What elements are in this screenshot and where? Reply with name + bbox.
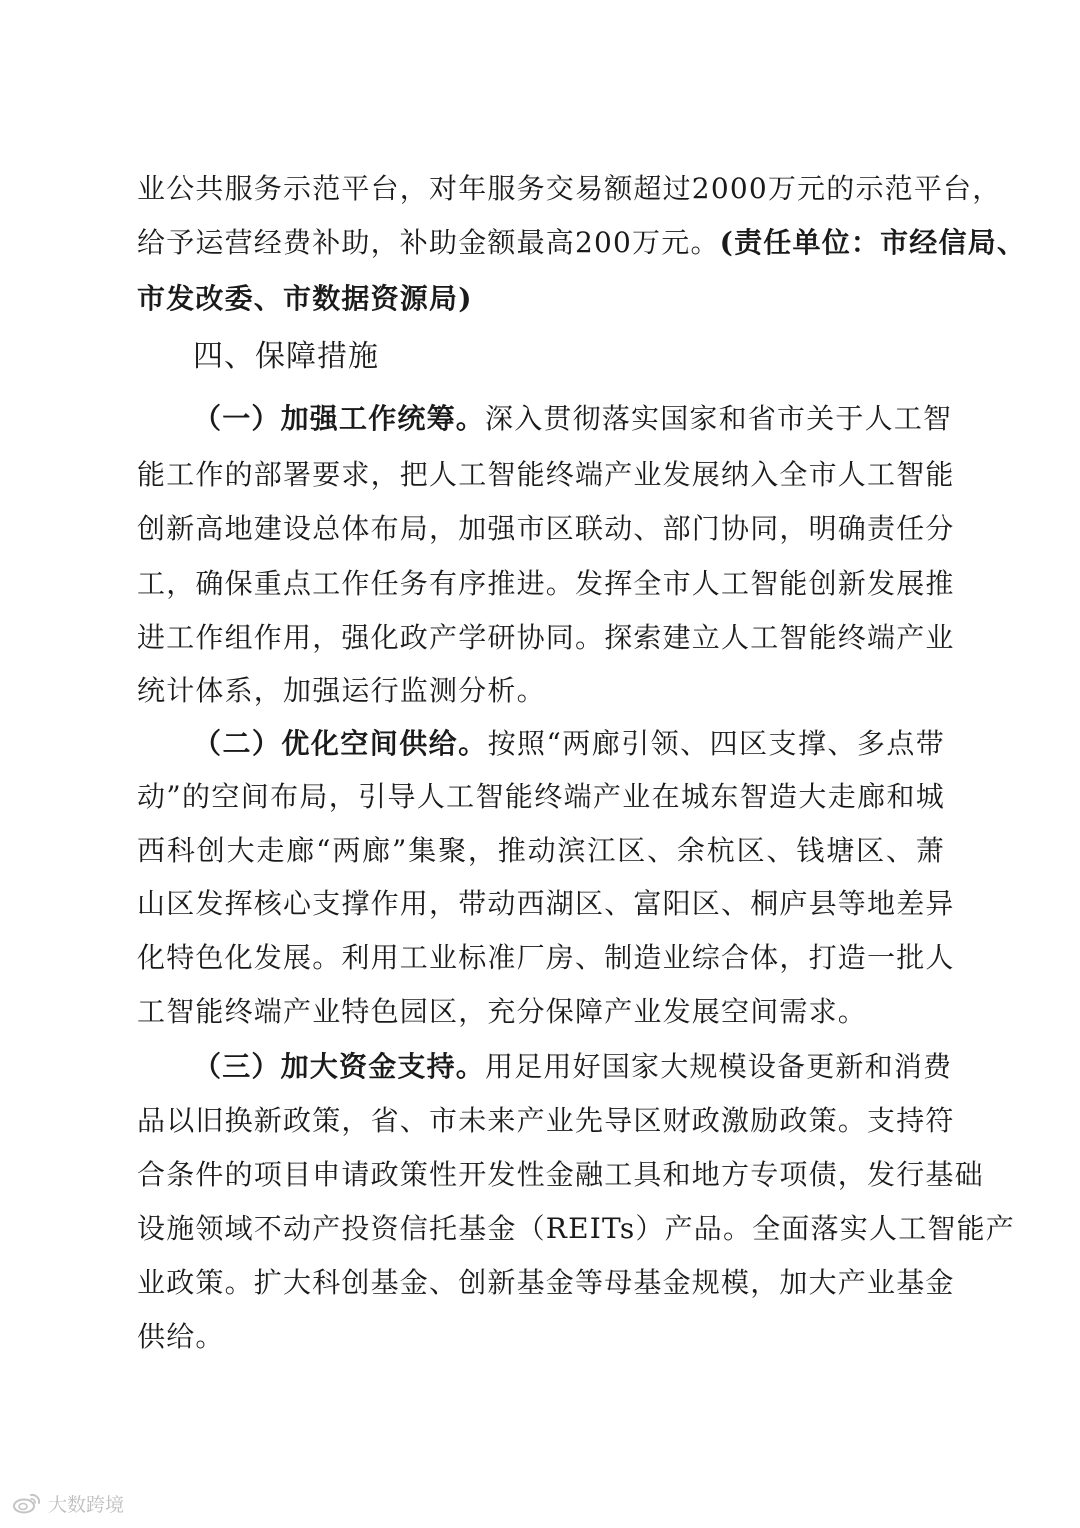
text-segment: 用足用好国家大规模设备更新和消费 [485,1050,953,1083]
text-line [193,402,953,436]
text-line: 供给。 [137,1320,225,1353]
subsection-title: （二）优化空间供给。 [193,727,488,760]
responsible-unit-label: (责任单位：市经信局、 [719,226,1027,259]
text-line: 市发改委、市数据资源局) [137,282,473,315]
weibo-logo-icon [12,1492,42,1514]
text-line: 山区发挥核心支撑作用，带动西湖区、富阳区、桐庐县等地差异 [137,887,955,920]
text-line: 设施领域不动产投资信托基金（REITs）产品。全面落实人工智能产 [137,1212,1015,1245]
text-segment: 按照“两廊引领、四区支撑、多点带 [487,727,945,760]
text-line: 创新高地建设总体布局，加强市区联动、部门协同，明确责任分 [137,512,955,545]
text-line [193,727,945,761]
text-line: 工，确保重点工作任务有序推进。发挥全市人工智能创新发展推 [137,567,955,600]
watermark-text: 大数跨境 [48,1493,125,1516]
text-line: 统计体系，加强运行监测分析。 [137,674,546,707]
text-line: 进工作组作用，强化政产学研协同。探索建立人工智能终端产业 [137,621,955,654]
text-segment: 深入贯彻落实国家和省市关于人工智 [485,402,953,435]
watermark [12,1488,124,1518]
text-line: 动”的空间布局，引导人工智能终端产业在城东智造大走廊和城 [137,780,945,813]
text-line: 能工作的部署要求，把人工智能终端产业发展纳入全市人工智能 [137,458,955,491]
section-heading: 四、保障措施 [193,339,379,374]
text-line: 工智能终端产业特色园区，充分保障产业发展空间需求。 [137,995,868,1028]
text-line: 品以旧换新政策，省、市未来产业先导区财政激励政策。支持符 [137,1104,955,1137]
subsection-title: （一）加强工作统筹。 [193,402,486,435]
text-line: 化特色化发展。利用工业标准厂房、制造业综合体，打造一批人 [137,941,955,974]
text-line: 业公共服务示范平台，对年服务交易额超过2000万元的示范平台， [137,172,1002,205]
text-segment: 给予运营经费补助，补助金额最高200万元。 [137,226,720,259]
text-line [193,1050,953,1084]
text-line: 西科创大走廊“两廊”集聚，推动滨江区、余杭区、钱塘区、萧 [137,834,945,867]
text-line [137,226,1026,260]
subsection-title: （三）加大资金支持。 [193,1050,486,1083]
text-line: 合条件的项目申请政策性开发性金融工具和地方专项债，发行基础 [137,1158,984,1191]
text-line: 业政策。扩大科创基金、创新基金等母基金规模，加大产业基金 [137,1266,955,1299]
